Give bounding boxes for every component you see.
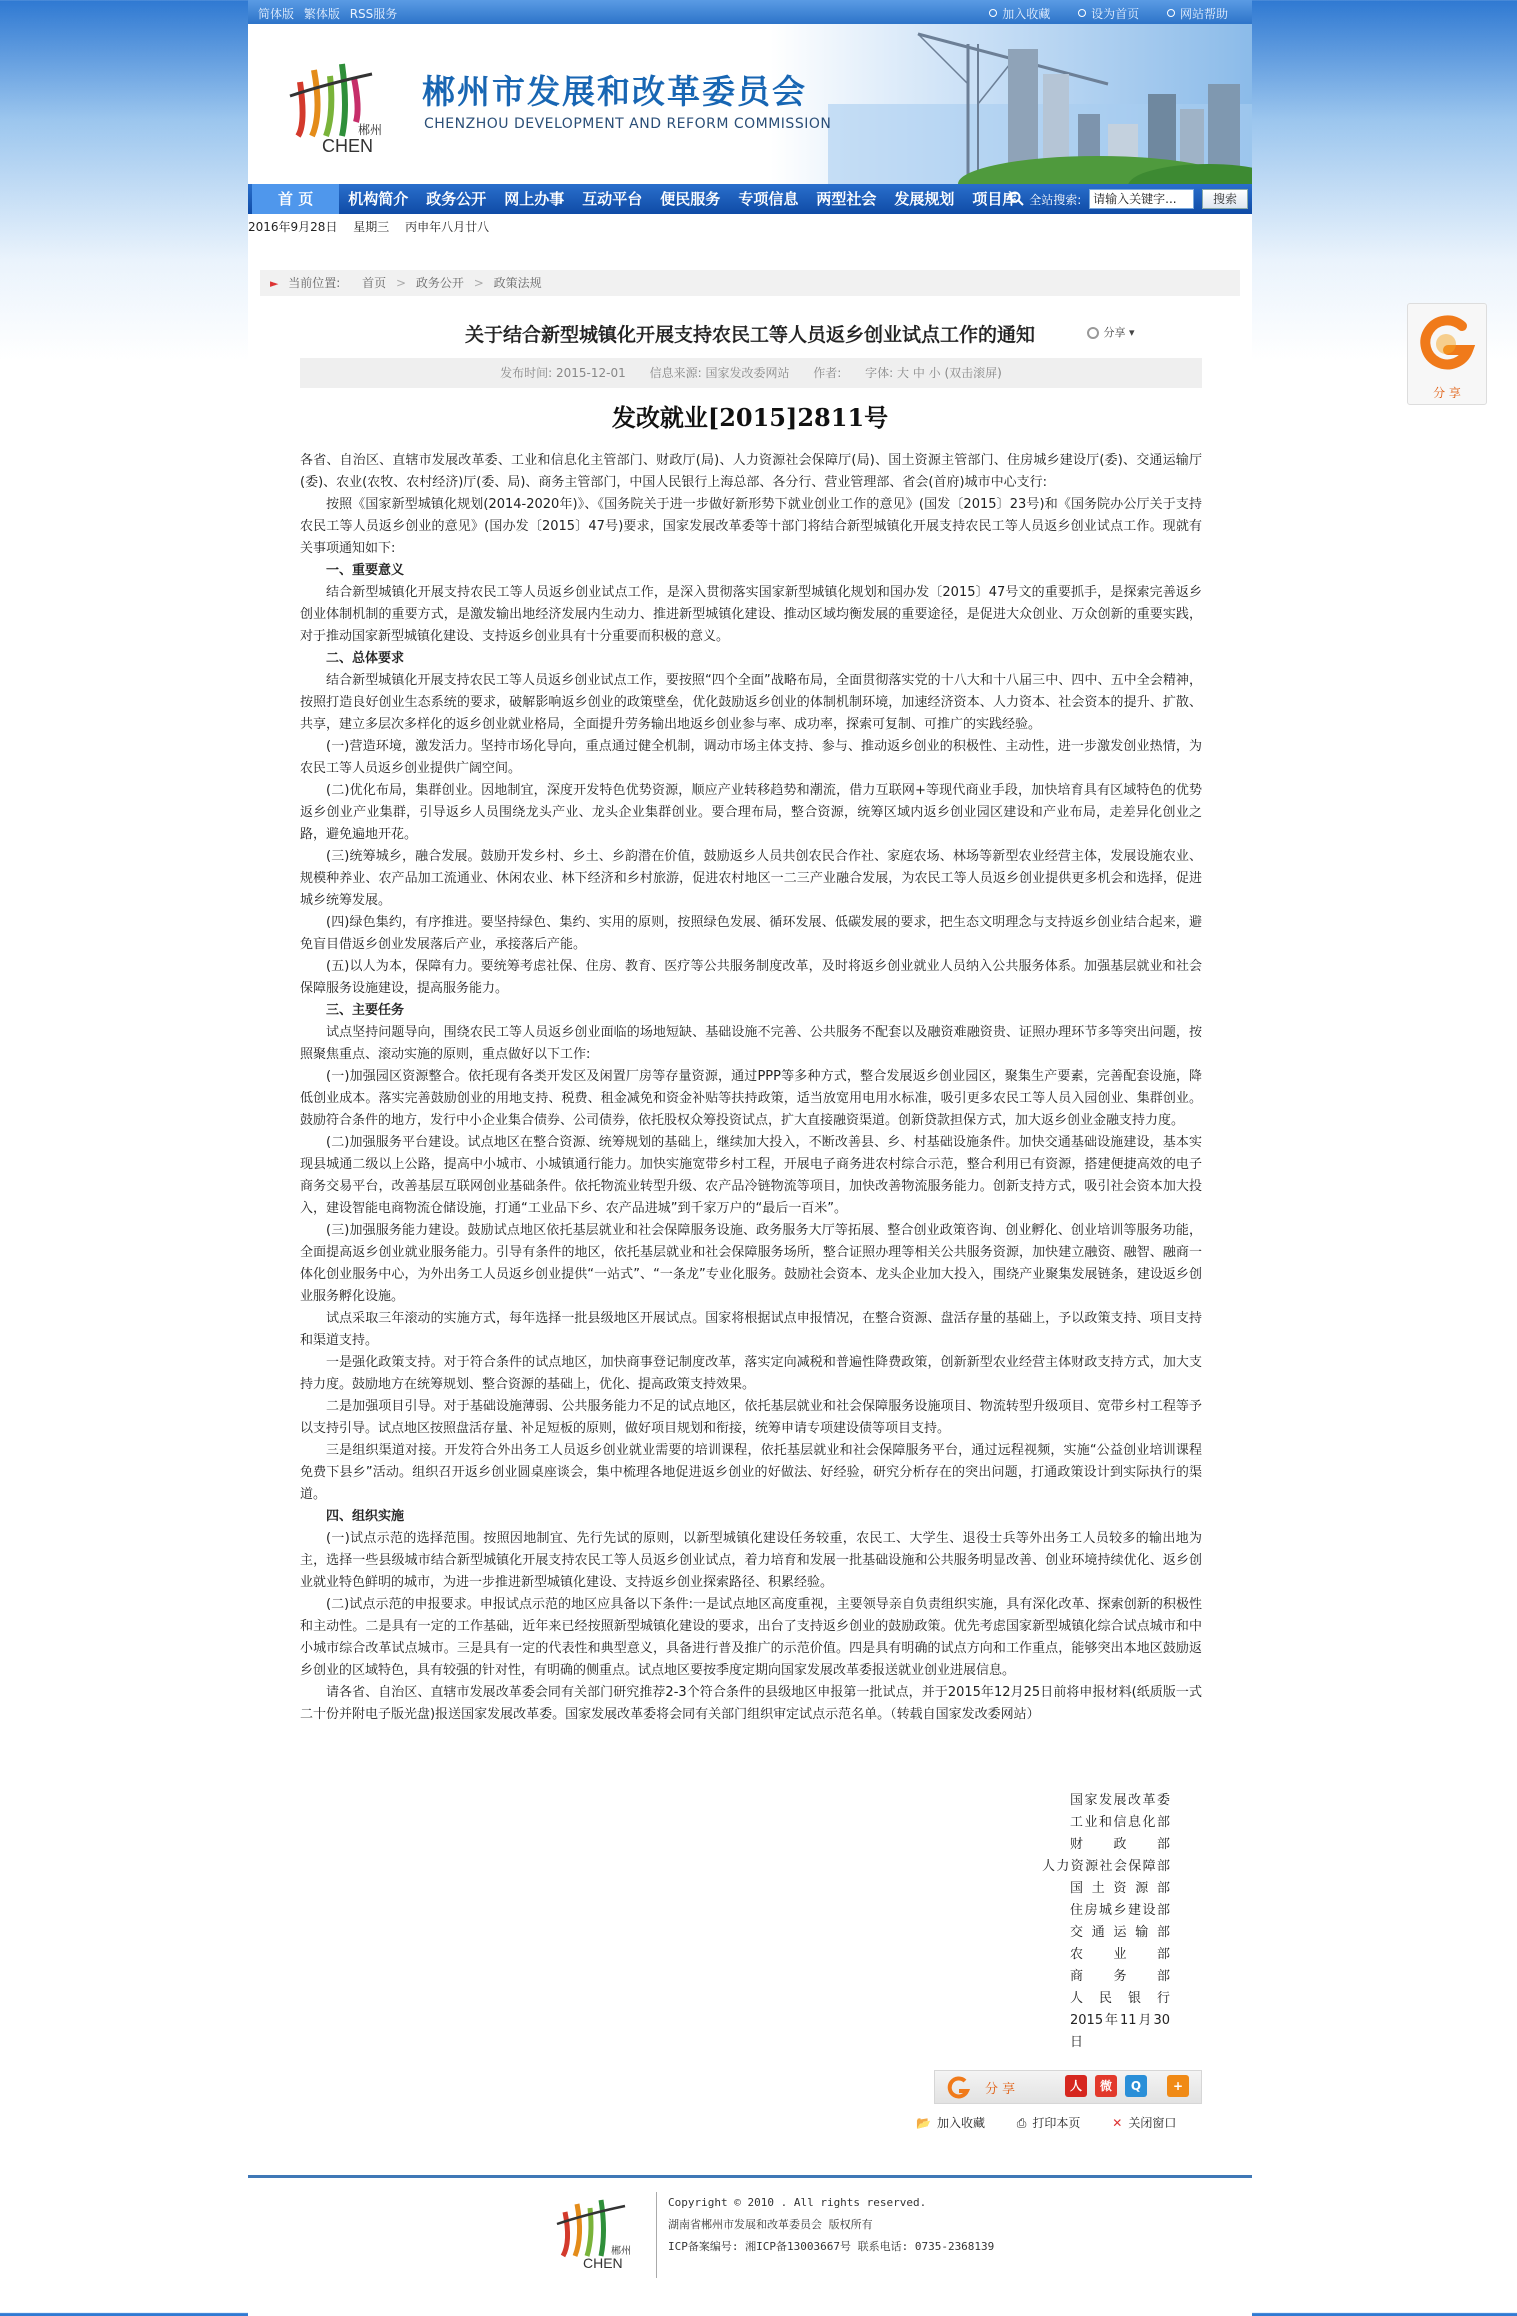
paragraph: (五)以人为本，保障有力。要统筹考虑社保、住房、教育、医疗等公共服务制度改革，及时将返乡创业就业人员纳入公共服务体系。加强基层就业和社会保障服务设施建设，提高服务能力。 bbox=[300, 959, 1202, 996]
nav-item-online-service[interactable]: 网上办事 bbox=[504, 190, 565, 208]
share-logo-icon bbox=[1408, 304, 1486, 384]
weibo-share-icon[interactable]: 微 bbox=[1095, 2075, 1117, 2097]
copyright: Copyright © 2010 . All rights reserved. bbox=[668, 2196, 927, 2209]
bullet-icon bbox=[1167, 9, 1175, 17]
footer-divider bbox=[656, 2192, 657, 2278]
site-subtitle: CHENZHOU DEVELOPMENT AND REFORM COMMISSION bbox=[424, 116, 832, 132]
printer-icon: ⎙ bbox=[1016, 2116, 1027, 2130]
paragraph: (一)加强园区资源整合。依托现有各类开发区及闲置厂房等存量资源，通过PPP等多种方式，整合发展返乡创业园区，聚集生产要素，完善配套设施，降低创业成本。落实完善鼓励创业的用地支持、税费、租金减免和资金补贴等扶持政策，适当放宽用电用水标准，吸引更多农民工等人员入园创业、集群创业。鼓励符合条件的地方，发行中小企业集合债券、公司债券，依托股权众筹投资试点，扩大直接融资渠道。创新贷款担保方式，加大返乡创业金融支持力度。 bbox=[300, 1069, 1202, 1128]
signatory: 国土资源部 bbox=[1070, 1881, 1170, 1896]
signatory: 人力资源社会保障部 bbox=[1042, 1859, 1170, 1874]
current-weekday: 星期三 bbox=[353, 220, 390, 234]
renren-share-icon[interactable]: 人 bbox=[1065, 2075, 1087, 2097]
paragraph: 试点采取三年滚动的实施方式，每年选择一批县级地区开展试点。国家将根据试点申报情况，在整合资源、盘活存量的基础上，予以政策支持、项目支持和渠道支持。 bbox=[300, 1311, 1202, 1348]
paragraph: (一)营造环境，激发活力。坚持市场化导向，重点通过健全机制，调动市场主体支持、参与、推动返乡创业的积极性、主动性，进一步激发创业热情，为农民工等人员返乡创业提供广阔空间。 bbox=[300, 739, 1202, 776]
main-navigation bbox=[248, 184, 1252, 214]
icp-info: ICP备案编号: 湘ICP备13003667号 联系电话: 0735-2368139 bbox=[668, 2240, 995, 2253]
paragraph: 试点坚持问题导向，围绕农民工等人员返乡创业面临的场地短缺、基础设施不完善、公共服务不配套以及融资难融资贵、证照办理环节多等突出问题，按照聚焦重点、滚动实施的原则，重点做好以下工作: bbox=[300, 1025, 1202, 1062]
info-source: 信息来源: 国家发改委网站 bbox=[649, 366, 790, 380]
nav-item-projects[interactable]: 项目库 bbox=[972, 190, 1018, 208]
signatory: 财政部 bbox=[1070, 1837, 1170, 1852]
site-title: 郴州市发展和改革委员会 bbox=[422, 72, 807, 111]
add-favorite-link[interactable] bbox=[989, 7, 1050, 21]
logo-text-cn: 郴州 bbox=[358, 123, 383, 137]
publish-date: 发布时间: 2015-12-01 bbox=[500, 366, 626, 380]
lang-simplified-link[interactable]: 简体版 bbox=[258, 7, 295, 21]
logo-text-en: CHEN bbox=[322, 136, 374, 154]
top-bar bbox=[248, 0, 1252, 24]
copyright-owner: 湖南省郴州市发展和改革委员会 版权所有 bbox=[668, 2218, 873, 2231]
search-button[interactable]: 搜索 bbox=[1202, 189, 1248, 209]
nav-items bbox=[252, 184, 1026, 214]
signatory: 国家发展改革委 bbox=[1070, 1793, 1170, 1808]
signatories bbox=[1042, 1790, 1170, 2054]
language-links bbox=[258, 5, 403, 22]
section-heading: 四、组织实施 bbox=[326, 1509, 405, 1524]
nav-item-home[interactable]: 首 页 bbox=[252, 184, 339, 214]
more-share-icon[interactable]: + bbox=[1167, 2075, 1189, 2097]
paragraph: 一是强化政策支持。对于符合条件的试点地区，加快商事登记制度改革，落实定向减税和普遍性降费政策，创新新型农业经营主体财政支持方式，加大支持力度。鼓励地方在统筹规划、整合资源的基础上，优化、提高政策支持效果。 bbox=[300, 1355, 1202, 1392]
breadcrumb-label: 当前位置: bbox=[288, 276, 341, 290]
section-heading: 三、主要任务 bbox=[326, 1003, 405, 1018]
qzone-share-icon[interactable]: Q bbox=[1125, 2075, 1147, 2097]
signatory: 交通运输部 bbox=[1070, 1925, 1170, 1940]
nav-item-public-affairs[interactable]: 政务公开 bbox=[426, 190, 487, 208]
site-logo[interactable] bbox=[286, 54, 406, 154]
paragraph: 按照《国家新型城镇化规划(2014-2020年)》、《国务院关于进一步做好新形势下就业创业工作的意见》(国发〔2015〕23号)和《国务院办公厅关于支持农民工等人员返乡创业的意见》(国办发〔2015〕47号)要求，国家发展改革委等十部门将结合新型城镇化开展支持农民工等人员返乡创业试点工作。现就有关事项通知如下: bbox=[300, 497, 1202, 556]
document-number: 发改就业[2015]2811号 bbox=[611, 403, 889, 432]
article-actions bbox=[916, 2114, 1204, 2131]
font-size-controls[interactable]: 字体: 大 中 小 (双击滚屏) bbox=[865, 366, 1002, 380]
site-header bbox=[248, 24, 1252, 184]
breadcrumb bbox=[260, 270, 1240, 296]
paragraph: 二是加强项目引导。对于基础设施薄弱、公共服务能力不足的试点地区，依托基层就业和社会保障服务设施项目、物流转型升级项目、宽带乡村工程等予以支持引导。试点地区按照盘活存量、补足短板的原则，做好项目规划和衔接，统筹申请专项建设债等项目支持。 bbox=[300, 1399, 1202, 1436]
section-heading: 一、重要意义 bbox=[326, 563, 405, 578]
set-homepage-label: 设为首页 bbox=[1091, 7, 1140, 21]
page-container bbox=[248, 0, 1252, 2313]
paragraph: 请各省、自治区、直辖市发展改革委会同有关部门研究推荐2-3个符合条件的县级地区申报第一批试点，并于2015年12月25日前将申报材料(纸质版一式二十份并附电子版光盘)报送国家发展改革委。国家发展改革委将会同有关部门组织审定试点示范名单。（转载自国家发改委网站） bbox=[300, 1685, 1202, 1722]
set-homepage-link[interactable] bbox=[1078, 7, 1139, 21]
breadcrumb-arrow-icon: ► bbox=[270, 277, 279, 290]
search-icon bbox=[1009, 191, 1025, 207]
paragraph: (四)绿色集约，有序推进。要坚持绿色、集约、实用的原则，按照绿色发展、循环发展、低碳发展的要求，把生态文明理念与支持返乡创业结合起来，避免盲目借返乡创业发展落后产业，承接落后产能。 bbox=[300, 915, 1202, 952]
side-share-widget[interactable] bbox=[1407, 303, 1487, 405]
top-links bbox=[965, 5, 1228, 22]
help-label: 网站帮助 bbox=[1179, 7, 1228, 21]
add-favorite-action[interactable] bbox=[916, 2116, 985, 2130]
add-favorite-label: 加入收藏 bbox=[1002, 7, 1051, 21]
bullet-icon bbox=[1078, 9, 1086, 17]
breadcrumb-policy[interactable]: 政策法规 bbox=[493, 276, 542, 290]
search-label: 全站搜索: bbox=[1029, 192, 1082, 207]
add-favorite-action-label: 加入收藏 bbox=[936, 2116, 985, 2130]
paragraph: 各省、自治区、直辖市发展改革委、工业和信息化主管部门、财政厅(局)、人力资源社会保障厅(局)、国土资源主管部门、住房城乡建设厅(委)、交通运输厅(委)、农业(农牧、农村经济)厅(委、局)、商务主管部门，中国人民银行上海总部、各分行、营业管理部、省会(首府)城市中心支行: bbox=[300, 453, 1202, 490]
close-window-action-label: 关闭窗口 bbox=[1128, 2116, 1177, 2130]
date-bar bbox=[248, 218, 501, 235]
footer-logo bbox=[553, 2192, 649, 2270]
help-link[interactable] bbox=[1167, 7, 1228, 21]
nav-item-interaction[interactable]: 互动平台 bbox=[582, 190, 643, 208]
footer-logo-text-en: CHEN bbox=[583, 2255, 623, 2270]
nav-item-about[interactable]: 机构简介 bbox=[348, 190, 409, 208]
paragraph: (二)试点示范的申报要求。申报试点示范的地区应具备以下条件:一是试点地区高度重视，主要领导亲自负责组织实施，具有深化改革、探索创新的积极性和主动性。二是具有一定的工作基础，近年来已经按照新型城镇化建设的要求，出台了支持返乡创业的鼓励政策。优先考虑国家新型城镇化综合试点城市和中小城市综合改革试点城市。三是具有一定的代表性和典型意义，具备进行普及推广的示范价值。四是具有明确的试点方向和工作重点，能够突出本地区鼓励返乡创业的区域特色，具有较强的针对性，有明确的侧重点。试点地区要按季度定期向国家发展改革委报送就业创业进展信息。 bbox=[300, 1597, 1202, 1678]
bullet-icon bbox=[989, 9, 997, 17]
signatory: 住房城乡建设部 bbox=[1070, 1903, 1170, 1918]
chevron-down-icon: ▾ bbox=[1129, 326, 1135, 339]
print-action-label: 打印本页 bbox=[1032, 2116, 1081, 2130]
share-mini-button[interactable] bbox=[1086, 324, 1135, 340]
article-body bbox=[300, 450, 1202, 1726]
nav-item-special-info[interactable]: 专项信息 bbox=[738, 190, 799, 208]
paragraph: (二)优化布局，集群创业。因地制宜，深度开发特色优势资源，顺应产业转移趋势和潮流，借力互联网+等现代商业手段，加快培育具有区域特色的优势返乡创业产业集群，引导返乡人员围绕龙头产业、龙头企业集群创业。要合理布局，整合资源，统筹区域内返乡创业园区建设和产业布局，走差异化创业之路，避免遍地开花。 bbox=[300, 783, 1202, 842]
close-window-action[interactable] bbox=[1112, 2116, 1176, 2130]
share-bar bbox=[934, 2070, 1202, 2104]
paragraph: 结合新型城镇化开展支持农民工等人员返乡创业试点工作，是深入贯彻落实国家新型城镇化规划和国办发〔2015〕47号文的重要抓手，是探索完善返乡创业体制机制的重要方式，是激发输出地经济发展内生动力、推进新型城镇化建设、推动区域均衡发展的重要途径，是促进大众创业、万众创新的重要实践，对于推动国家新型城镇化建设、支持返乡创业具有十分重要而积极的意义。 bbox=[300, 585, 1202, 644]
breadcrumb-home[interactable]: 首页 bbox=[362, 276, 387, 290]
paragraph: 结合新型城镇化开展支持农民工等人员返乡创业试点工作，要按照“四个全面”战略布局，全面贯彻落实党的十八大和十八届三中、四中、五中全会精神，按照打造良好创业生态系统的要求，破解影响返乡创业的政策壁垒，优化鼓励返乡创业的体制机制环境，加速经济资本、人力资本、社会资本的提升、扩散、共享，建立多层次多样化的返乡创业就业格局，全面提升劳务输出地返乡创业参与率、成功率，探索可复制、可推广的实践经验。 bbox=[300, 673, 1202, 732]
print-action[interactable] bbox=[1017, 2116, 1081, 2130]
nav-item-planning[interactable]: 发展规划 bbox=[894, 190, 955, 208]
share-icon bbox=[1086, 326, 1100, 340]
current-date: 2016年9月28日 bbox=[248, 220, 338, 234]
breadcrumb-public-affairs[interactable]: 政务公开 bbox=[415, 276, 464, 290]
nav-item-convenience[interactable]: 便民服务 bbox=[660, 190, 721, 208]
paragraph: (二)加强服务平台建设。试点地区在整合资源、统筹规划的基础上，继续加大投入，不断改善县、乡、村基础设施条件。加快交通基础设施建设，基本实现县城通二级以上公路，提高中小城市、小城镇通行能力。加快实施宽带乡村工程，开展电子商务进农村综合示范，整合利用已有资源，搭建便捷高效的电子商务交易平台，改善基层互联网创业基础条件。依托物流业转型升级、农产品冷链物流等项目，加快改善物流服务能力。创新支持方式，吸引社会资本加大投入，建设智能电商物流仓储设施，打通“工业品下乡、农产品进城”到千家万户的“最后一百米”。 bbox=[300, 1135, 1202, 1216]
search-input[interactable]: 请输入关键字... bbox=[1089, 189, 1194, 209]
signatory: 工业和信息化部 bbox=[1070, 1815, 1170, 1830]
city-skyline-banner bbox=[768, 24, 1252, 184]
lunar-date: 丙申年八月廿八 bbox=[405, 220, 490, 234]
chevron-right-icon: > bbox=[473, 276, 484, 290]
side-share-label: 分 享 bbox=[1433, 386, 1461, 400]
chevron-right-icon: > bbox=[396, 276, 407, 290]
section-heading: 二、总体要求 bbox=[326, 651, 405, 666]
lang-traditional-link[interactable]: 繁体版 bbox=[303, 7, 340, 21]
article-meta bbox=[300, 358, 1202, 388]
signature-date: 2015年11月30日 bbox=[1070, 2013, 1170, 2050]
signatory: 农业部 bbox=[1070, 1947, 1170, 1962]
signatory: 商务部 bbox=[1070, 1969, 1170, 1984]
paragraph: 三是组织渠道对接。开发符合外出务工人员返乡创业就业需要的培训课程，依托基层就业和社会保障服务平台，通过远程视频，实施“公益创业培训课程免费下县乡”活动。组织召开返乡创业圆桌座谈会，集中梳理各地促进返乡创业的好做法、好经验，研究分析存在的突出问题，打通政策设计到实际执行的渠道。 bbox=[300, 1443, 1202, 1502]
paragraph: (三)统筹城乡，融合发展。鼓励开发乡村、乡土、乡韵潜在价值，鼓励返乡人员共创农民合作社、家庭农场、林场等新型农业经营主体，发展设施农业、规模种养业、农产品加工流通业、休闲农业、林下经济和乡村旅游，促进农村地区一二三产业融合发展，为农民工等人员返乡创业提供更多机会和选择，促进城乡统筹发展。 bbox=[300, 849, 1202, 908]
site-search bbox=[1009, 189, 1248, 209]
share-logo-icon bbox=[947, 2075, 971, 2099]
share-bar-label: 分 享 bbox=[985, 2082, 1016, 2097]
nav-item-two-type-society[interactable]: 两型社会 bbox=[816, 190, 877, 208]
footer-logo-text-cn: 郴州 bbox=[611, 2246, 631, 2257]
author: 作者: bbox=[813, 366, 842, 380]
signatory: 人民银行 bbox=[1070, 1991, 1170, 2006]
paragraph: (一)试点示范的选择范围。按照因地制宜、先行先试的原则，以新型城镇化建设任务较重，农民工、大学生、退役士兵等外出务工人员较多的输出地为主，选择一些县级城市结合新型城镇化开展支持农民工等人员返乡创业试点，着力培育和发展一批基础设施和公共服务明显改善、创业环境持续优化、返乡创业就业特色鲜明的城市，为进一步推进新型城镇化建设、支持返乡创业探索路径、积累经验。 bbox=[300, 1531, 1202, 1590]
rss-link[interactable]: RSS服务 bbox=[349, 7, 398, 21]
share-mini-label: 分享 bbox=[1103, 326, 1126, 339]
paragraph: (三)加强服务能力建设。鼓励试点地区依托基层就业和社会保障服务设施、政务服务大厅等拓展、整合创业政策咨询、创业孵化、创业培训等服务功能，全面提高返乡创业就业服务能力。引导有条件的地区，依托基层就业和社会保障服务场所，整合证照办理等相关公共服务资源，加快建立融资、融智、融商一体化创业服务中心，为外出务工人员返乡创业提供“一站式”、“一条龙”专业化服务。鼓励社会资本、龙头企业加大投入，围绕产业聚集发展链条，建设返乡创业服务孵化设施。 bbox=[300, 1223, 1202, 1304]
footer-text bbox=[668, 2192, 994, 2258]
site-footer bbox=[248, 2175, 1252, 2316]
close-icon: ✕ bbox=[1112, 2116, 1123, 2130]
folder-icon: 📂 bbox=[916, 2116, 931, 2130]
article-title: 关于结合新型城镇化开展支持农民工等人员返乡创业试点工作的通知 bbox=[464, 324, 1035, 346]
